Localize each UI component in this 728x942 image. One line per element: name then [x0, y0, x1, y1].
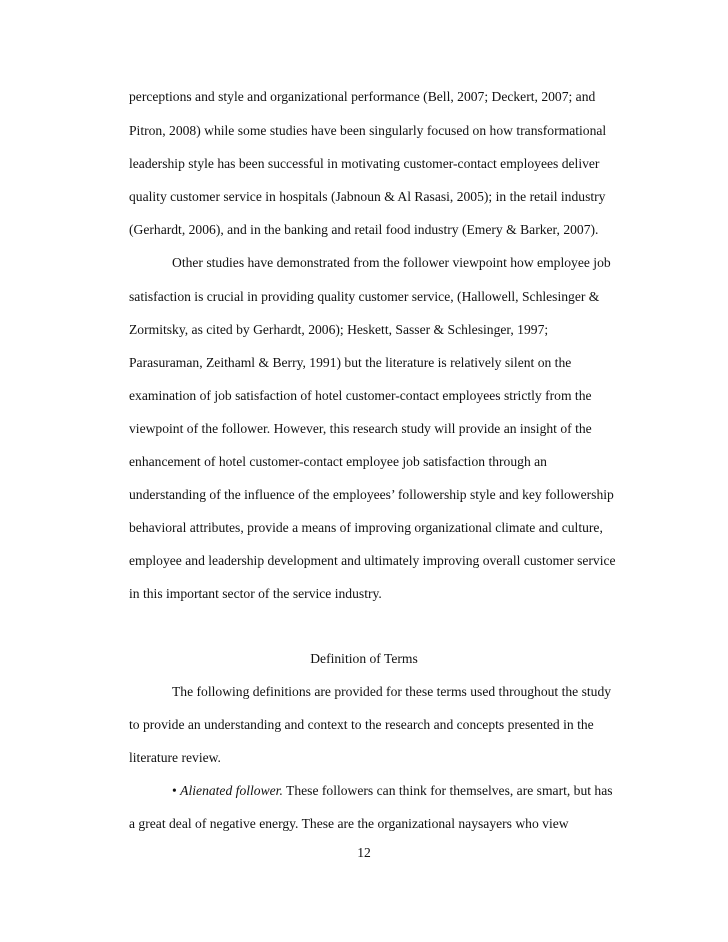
definition-text-line-2: a great deal of negative energy. These are the organizational naysayers who view: [129, 816, 569, 831]
paragraph-2-line-4: Parasuraman, Zeithaml & Berry, 1991) but the literature is relatively silent on the: [129, 355, 572, 370]
paragraph-1-line-1: perceptions and style and organizational performance (Bell, 2007; Deckert, 2007; and: [129, 89, 596, 104]
paragraph-2-line-8: understanding of the influence of the employees’ followership style and key followership: [129, 487, 614, 502]
paragraph-3-line-1: The following definitions are provided for these terms used throughout the study: [172, 684, 612, 699]
definition-bullet-item: [172, 782, 613, 800]
page-number: 12: [357, 845, 371, 860]
paragraph-2-line-10: employee and leadership development and ultimately improving overall customer service: [129, 553, 616, 568]
paragraph-2-line-11: in this important sector of the service industry.: [129, 586, 382, 601]
paragraph-2-line-3: Zormitsky, as cited by Gerhardt, 2006); Heskett, Sasser & Schlesinger, 1997;: [129, 322, 549, 337]
paragraph-1-line-4: quality customer service in hospitals (Jabnoun & Al Rasasi, 2005); in the retail industry: [129, 189, 606, 204]
paragraph-3-line-3: literature review.: [129, 750, 221, 765]
paragraph-1-line-2: Pitron, 2008) while some studies have been singularly focused on how transformational: [129, 123, 607, 138]
paragraph-2-line-5: examination of job satisfaction of hotel customer-contact employees strictly from the: [129, 388, 592, 403]
paragraph-2-line-6: viewpoint of the follower. However, this research study will provide an insight of the: [129, 421, 592, 436]
section-heading: Definition of Terms: [310, 651, 418, 666]
paragraph-3-line-2: to provide an understanding and context to the research and concepts presented in the: [129, 717, 594, 732]
paragraph-2-line-1: Other studies have demonstrated from the follower viewpoint how employee job: [172, 255, 611, 270]
definition-term: Alienated follower.: [180, 783, 283, 798]
bullet-marker: •: [172, 783, 177, 798]
paragraph-2-line-9: behavioral attributes, provide a means of improving organizational climate and culture,: [129, 520, 603, 535]
definition-text-line-1: These followers can think for themselves, are smart, but has: [282, 783, 613, 798]
paragraph-2-line-2: satisfaction is crucial in providing quality customer service, (Hallowell, Schlesinger &: [129, 289, 600, 304]
paragraph-2-line-7: enhancement of hotel customer-contact employee job satisfaction through an: [129, 454, 547, 469]
paragraph-1-line-3: leadership style has been successful in motivating customer-contact employees deliver: [129, 156, 600, 171]
paragraph-1-line-5: (Gerhardt, 2006), and in the banking and retail food industry (Emery & Barker, 2007).: [129, 222, 599, 237]
